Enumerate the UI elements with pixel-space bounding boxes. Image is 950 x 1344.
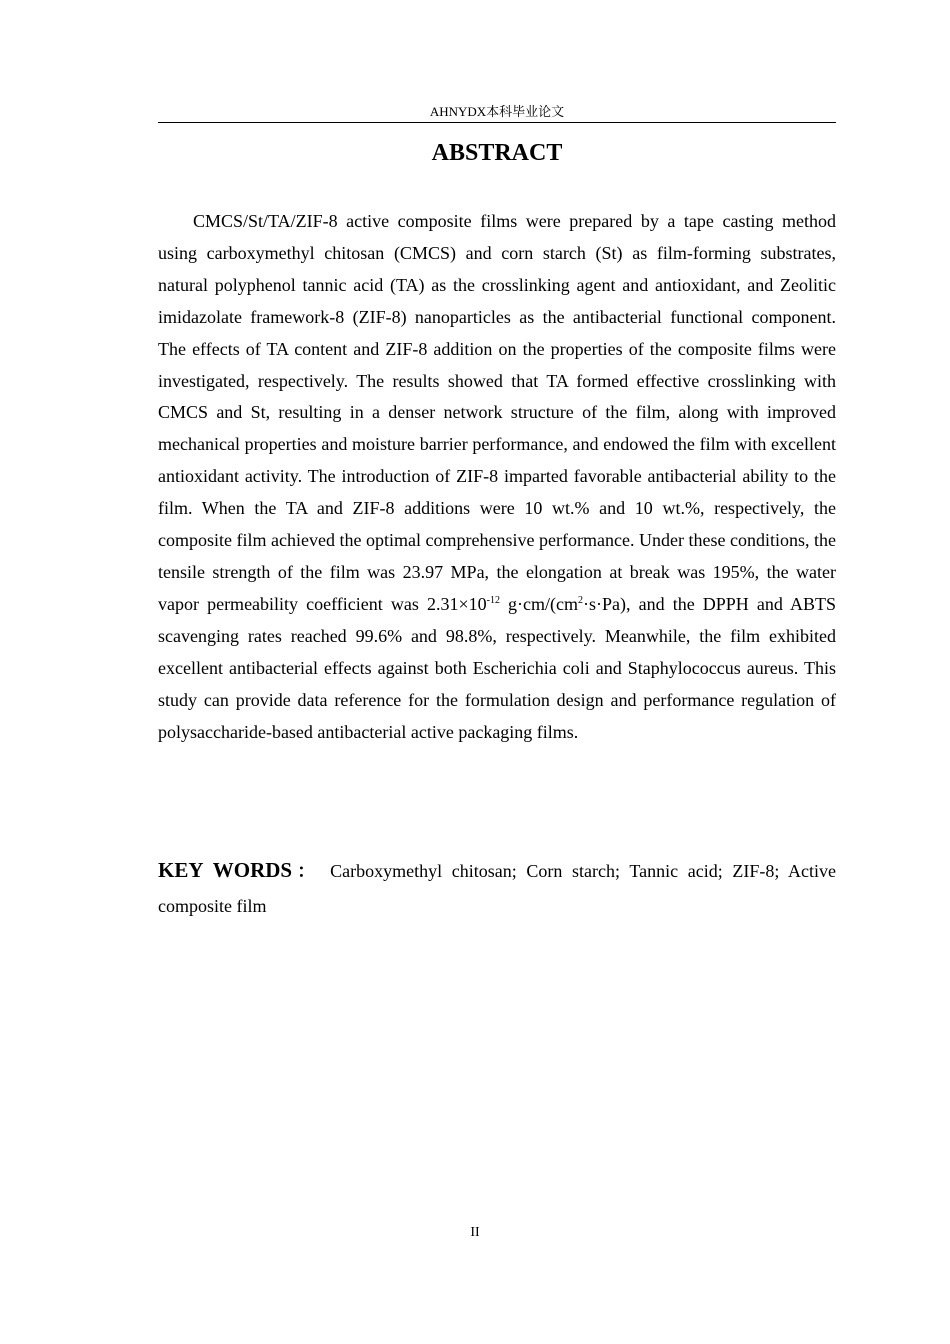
page-title: ABSTRACT <box>431 140 563 166</box>
keywords-colon: ： <box>292 861 321 882</box>
page-number: II <box>470 1225 480 1240</box>
exponent-neg12: -12 <box>486 594 500 606</box>
header-divider <box>158 122 836 123</box>
running-header: AHNYDX本科毕业论文 <box>429 104 565 119</box>
exponent-2: 2 <box>578 594 584 606</box>
abstract-text-part2: g·cm/(cm <box>499 593 579 614</box>
keywords-label: KEY WORDS <box>158 858 293 882</box>
abstract-text-part1: CMCS/St/TA/ZIF-8 active composite films were prepared by a tape casting method using carboxymethyl chitosan (CMCS) and corn starch (St) as film-forming substrates, natural polyphenol tannic acid (TA) as the crosslinking agent and antioxidant, and Zeolitic imidazolate framework-8 (ZIF-8) nanoparticles as the antibacterial functional component. The effects of TA content and ZIF-8 addition on the properties of the composite films were investigated, respectively. The results showed that TA formed effective crosslinking with CMCS and St, resulting in a denser network structure of the film, along with improved mechanical properties and moisture barrier performance, and endowed the film with excellent antioxidant activity. The introduction of ZIF-8 imparted favorable antibacterial ability to the film. When the TA and ZIF-8 additions were 10 wt.% and 10 wt.%, respectively, the composite film achieved the optimal comprehensive performance. Under these conditions, the tensile strength of the film was 23.97 MPa, the elongation at break was 195%, the water vapor permeability coefficient was 2.31×10 <box>158 211 836 614</box>
keywords-text: Carboxymethyl chitosan; Corn starch; Tannic acid; ZIF-8; Active composite film <box>158 861 837 916</box>
keywords-section <box>158 853 836 924</box>
abstract-text-part3: ·s·Pa), and the DPPH and ABTS scavenging rates reached 99.6% and 98.8%, respectively. Meanwhile, the film exhibited excellent antibacterial effects against both Escherichia coli and Staphylococcus aureus. This study can provide data reference for the formulation design and performance regulation of polysaccharide-based antibacterial active packaging films. <box>158 593 837 742</box>
abstract-paragraph <box>158 206 836 748</box>
